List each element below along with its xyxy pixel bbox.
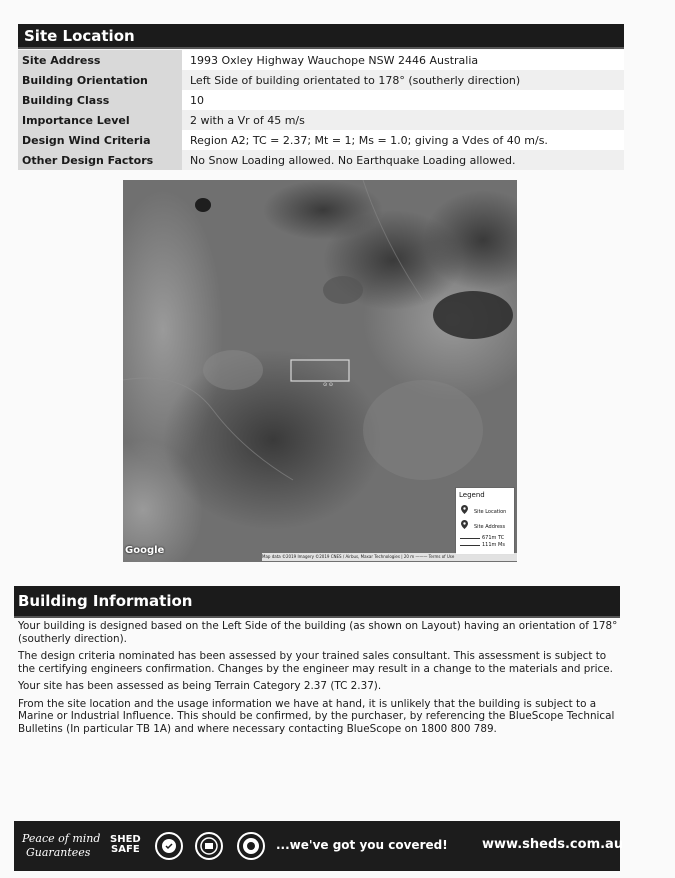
row-value: 1993 Oxley Highway Wauchope NSW 2446 Australia <box>182 50 624 70</box>
table-row <box>18 50 624 70</box>
row-value: Left Side of building orientated to 178° (southerly direction) <box>182 70 624 90</box>
building-information-body <box>18 620 622 740</box>
row-label: Building Class <box>18 90 182 110</box>
shed-line2: SAFE <box>111 844 140 855</box>
row-label: Site Address <box>18 50 182 70</box>
svg-text:⊙ ⊙: ⊙ ⊙ <box>323 382 333 388</box>
row-label: Importance Level <box>18 110 182 130</box>
peace-line2: Guarantees <box>26 846 91 859</box>
building-information-header <box>14 586 620 618</box>
paragraph: Your building is designed based on the Left Side of the building (as shown on Layout) having an orientation of 178° (southerly direction). <box>18 620 618 645</box>
site-location-title: Site Location <box>24 27 135 45</box>
shed-line1: SHED <box>110 834 141 845</box>
steel-badge-icon <box>194 831 224 861</box>
site-location-pin-icon <box>461 505 468 514</box>
table-row <box>18 70 624 90</box>
peace-of-mind-logo <box>22 832 100 860</box>
paragraph: Your site has been assessed as being Terrain Category 2.37 (TC 2.37). <box>18 680 382 692</box>
table-row <box>18 110 624 130</box>
legend-line2: 111m Ms <box>482 542 505 548</box>
paragraph: The design criteria nominated has been assessed by your trained sales consultant. This assessment is subject to the certifying engineers confirmation. Changes by the engineer may result in a change to the materials and price. <box>18 650 613 675</box>
google-logo: Google <box>125 545 165 556</box>
legend-site-address: Site Address <box>474 524 506 530</box>
row-value: 10 <box>182 90 624 110</box>
paragraph: From the site location and the usage information we have at hand, it is unlikely that the building is subject to a Marine or Industrial Influence. This should be confirmed, by the purchaser, by referencing the BlueScope Technical Bulletins (In particular TB 1A) and where necessary contacting BlueScope on 1800 800 789. <box>18 697 615 735</box>
map-legend <box>455 487 515 555</box>
row-label: Other Design Factors <box>18 150 182 170</box>
engineering-badge-icon <box>236 831 266 861</box>
footer-banner <box>14 821 624 871</box>
guarantee-badge-icon <box>154 831 184 861</box>
map-attribution[interactable]: Map data ©2019 Imagery ©2019 CNES / Airbus, Maxar Technologies | 20 m ——— Terms of Use <box>262 553 518 561</box>
shed-safe-logo <box>110 835 141 855</box>
building-information-title: Building Information <box>18 592 193 610</box>
table-row <box>18 130 624 150</box>
row-label: Building Orientation <box>18 70 182 90</box>
table-row <box>18 150 624 170</box>
row-value: Region A2; TC = 2.37; Mt = 1; Ms = 1.0; giving a Vdes of 40 m/s. <box>182 130 624 150</box>
row-value: No Snow Loading allowed. No Earthquake Loading allowed. <box>182 150 624 170</box>
table-row <box>18 90 624 110</box>
row-label: Design Wind Criteria <box>18 130 182 150</box>
legend-line1: 671m TC <box>482 535 505 541</box>
tagline: ...we've got you covered! <box>276 838 448 852</box>
site-location-table <box>18 50 624 170</box>
website-link[interactable]: www.sheds.com.au <box>482 837 624 852</box>
legend-line-icon <box>460 538 480 539</box>
site-address-pin-icon <box>461 520 468 529</box>
site-location-header <box>18 24 624 49</box>
row-value: 2 with a Vr of 45 m/s <box>182 110 624 130</box>
legend-site-location: Site Location <box>474 509 507 515</box>
peace-line1: Peace of mind <box>22 832 101 845</box>
legend-title: Legend <box>459 491 485 499</box>
legend-line-icon <box>460 545 480 546</box>
